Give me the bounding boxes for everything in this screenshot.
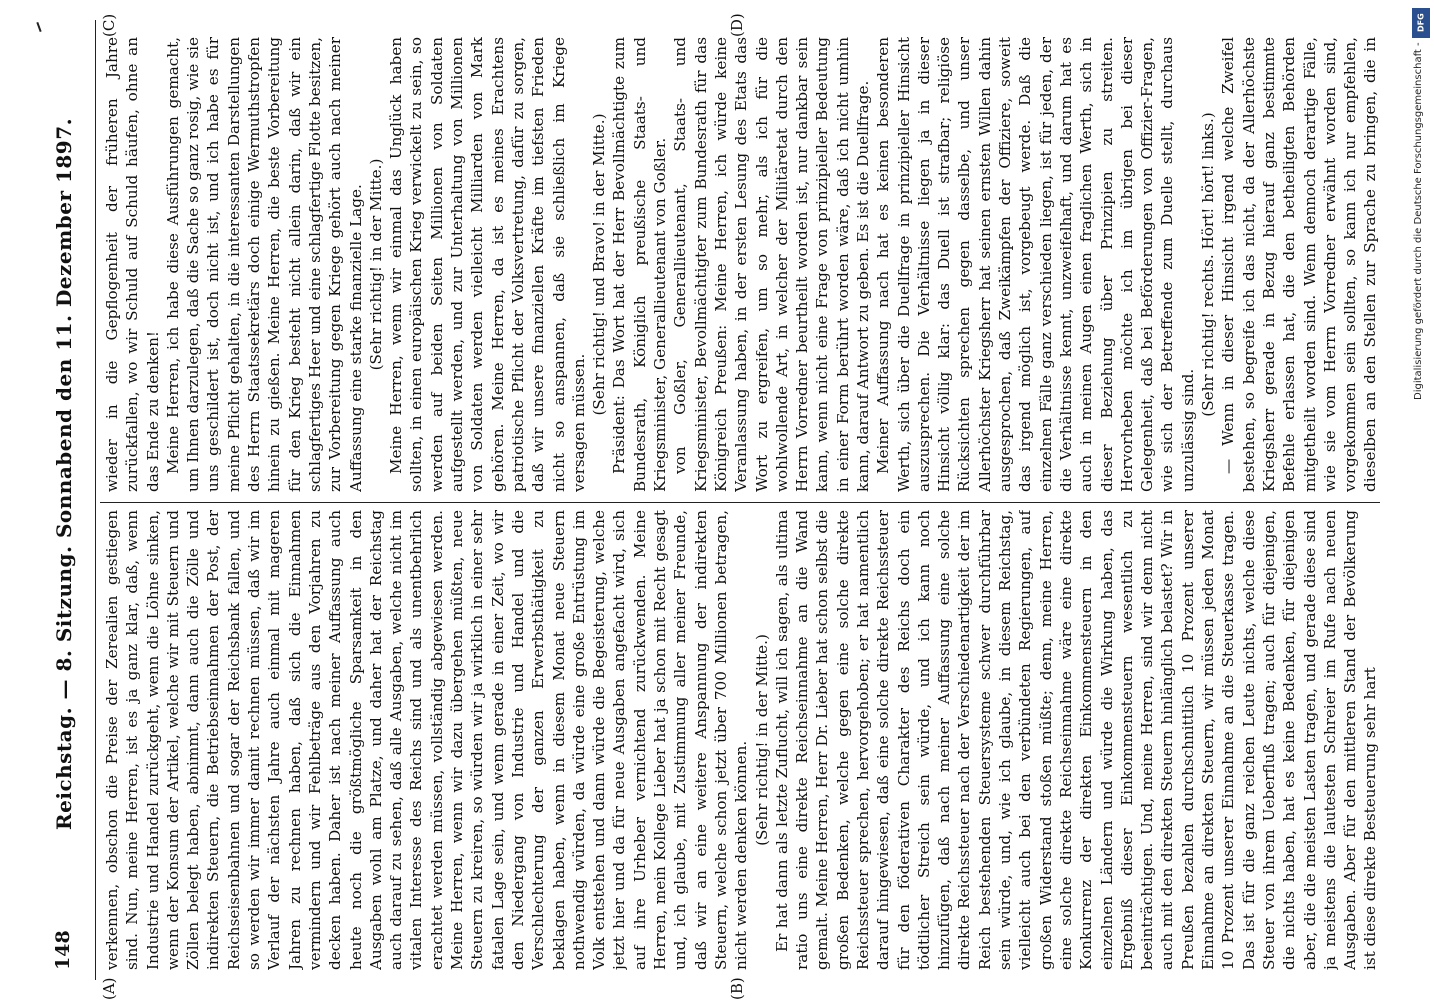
interjection: (Sehr richtig! und Bravo! in der Mitte.)	[590, 113, 609, 416]
margin-marker-a: (A)	[100, 977, 118, 1000]
page-number: 148	[52, 930, 74, 970]
speaker-paragraph: von Goßler, Generallieutenant, Staats- und Kriegsminister, Bevollmächtigter zum Bundesrath für das Königreich Preußen: Meine Herren, ich würde keine Veranlassung haben, in der ersten Lesung des Etats das Wort zu ergreifen, um so mehr, als ich für die wohlwollende Art, in welcher der Militäretat durch den Herrn Vorredner beurtheilt worden ist, nur dankbar sein kann, wenn nicht eine Frage von prinzipieller Bedeutung in einer Form berührt worden wäre, daß ich nicht umhin kann, darauf Antwort zu geben. Es ist die Duellfrage.	[671, 37, 872, 492]
interjection: (Sehr richtig! in der Mitte.)	[366, 158, 385, 371]
interjection: (Sehr richtig! rechts. Hört! hört! links.)	[1199, 112, 1218, 417]
paragraph: — Wenn in dieser Hinsicht irgend welche Zweifel bestehen, so begreife ich das nicht, da der Allerhöchste Kriegsherr gerade in Bezug hierauf ganz bestimmte Befehle erlassen hat, die den betheiligten Behörden mitgetheilt worden sind. Wenn dennoch derartige Fälle, wie sie vom Herrn Vorredner erwähnt worden sind, vorgekommen sein sollten, so kann ich nur empfehlen, dieselben an den Stellen zur Sprache zu bringen, die in	[1219, 37, 1380, 492]
margin-marker-c: (C)	[100, 13, 118, 37]
paragraph: Meine Herren, wenn wir einmal das Unglück haben sollten, in einen europäischen Krieg verwickelt zu sein, so werden auf beiden Seiten Millionen von Soldaten aufgestellt werden, und zur Unterhaltung von Millionen von Soldaten werden vielleicht Milliarden von Mark gehören. Meine Herren, da ist es meines Erachtens patriotische Pflicht der Volksvertretung, dafür zu sorgen, daß wir unsere finanziellen Kräfte im tiefsten Frieden nicht so anspannen, daß sie schließlich im Kriege versagen müssen.	[387, 37, 588, 492]
paragraph: Er hat dann als letzte Zuflucht, will ich sagen, als ultima ratio uns eine direkte Reichseinnahme an die Wand gemalt. Meine Herren, Herr Dr. Lieber hat schon selbst die großen Bedenken, welche gegen eine solche direkte Reichssteuer sprechen, hervorgehoben; er hat namentlich darauf hingewiesen, daß eine solche direkte Reichssteuer für den föderativen Charakter des Reichs doch ein tödtlicher Streich sein würde, und ich kann noch hinzufügen, daß nach meiner Auffassung eine solche direkte Reichssteuer nach der Verschiedenartigkeit der im Reich bestehenden Steuersysteme schwer durchführbar sein würde, und, wie ich glaube, in diesem Reichstag, vielleicht auch bei den verbündeten Regierungen, auf großen Widerstand stoßen müßte; denn, meine Herren, eine solche direkte Reichseinnahme wäre eine direkte Konkurrenz der direkten Einkommensteuern in den einzelnen Ländern und würde die Wirkung haben, das Ergebniß dieser Einkommensteuern wesentlich zu beeinträchtigen. Und, meine Herren, sind wir denn nicht auch mit den direkten Steuern hinlänglich belastet? Wir in Preußen bezahlen durchschnittlich 10 Prozent unserer Einnahme an direkten Steuern, wir müssen jeden Monat 10 Prozent unserer Einnahme an die Steuerkasse tragen. Das ist für die ganz reichen Leute nichts, welche diese Steuer von ihrem Ueberfluß tragen; auch für diejenigen, die nichts haben, hat es keine Bedenken, für diejenigen aber, die die meisten Lasten tragen, und gerade diese sind ja meistens die lautesten Schreier im Rufe nach neuen Ausgaben. Aber für den mittleren Stand der Bevölkerung ist diese direkte Besteuerung sehr hart	[772, 510, 1380, 970]
right-text-column	[102, 37, 1382, 492]
margin-marker-b: (B)	[728, 977, 746, 1000]
paragraph: wieder in die Gepflogenheit der früheren Jahre zurückfallen, wo wir Schuld auf Schuld häufen, ohne an das Ende zu denken!	[103, 37, 162, 492]
left-text-column	[102, 510, 1382, 970]
credit-text: Digitalisierung gefördert durch die Deutsche Forschungsgemeinschaft -	[1413, 42, 1424, 400]
credit-strip	[1408, 0, 1434, 1000]
interjection	[1381, 510, 1382, 970]
margin-marker-d: (D)	[728, 13, 746, 37]
header-rule	[95, 20, 96, 980]
paragraph: verkennen, obschon die Preise der Zerealien gestiegen sind. Nun, meine Herren, ist es ja ganz klar, daß, wenn Industrie und Handel zurückgeht, wenn die Löhne sinken, wenn der Konsum der Artikel, welche wir mit Steuern und Zöllen belegt haben, abnimmt, dann auch die Zölle und indirekten Steuern, die Betriebseinnahmen der Post, der Reichseisenbahnen und sogar der Reichsbank fallen, und so werden wir immer damit rechnen müssen, daß wir im Verlauf der nächsten Jahre auch einmal mit mageren Jahren zu rechnen haben, daß sich die Einnahmen vermindern und wir Fehlbeträge aus den Vorjahren zu decken haben. Daher ist nach meiner Auffassung auch heute noch die größtmögliche Sparsamkeit in den Ausgaben wohl am Platze, und daher hat der Reichstag auch darauf zu sehen, daß alle Ausgaben, welche nicht im vitalen Interesse des Reichs sind und als unentbehrlich erachtet werden müssen, vollständig abgewiesen werden. Meine Herren, wenn wir dazu übergehen müßten, neue Steuern zu kreiren, so würden wir ja wirklich in einer sehr fatalen Lage sein, und wenn gerade in einer Zeit, wo wir den Niedergang von Industrie und Handel und die Verschlechterung der ganzen Erwerbsthätigkeit zu beklagen haben, wenn in diesem Monat neue Steuern nothwendig würden, da würde eine große Entrüstung im Volk entstehen und dann würde die Begeisterung, welche jetzt hier und da für neue Ausgaben angefacht wird, sich auf ihre Urheber vernichtend zurückwenden. Meine Herren, mein Kollege Lieber hat ja schon mit Recht gesagt und, ich glaube, mit Zustimmung aller meiner Freunde, daß wir an eine weitere Anspannung der indirekten Steuern, welche schon jetzt über 700 Millionen betragen, nicht werden denken können.	[103, 510, 751, 970]
speaker-paragraph: Präsident: Das Wort hat der Herr Bevollmächtigte zum Bundesrath, Königlich preußische Staats- und Kriegsminister, Generallieutenant von Goßler.	[610, 37, 670, 492]
page-header	[52, 0, 92, 1000]
interjection: (Sehr richtig! in der Mitte.)	[752, 634, 771, 846]
column-divider	[100, 502, 1380, 503]
dfg-logo	[1412, 8, 1430, 38]
paragraph: Meine Herren, ich habe diese Ausführungen gemacht, um Ihnen darzulegen, daß die Sache so ganz rosig, wie sie uns geschildert ist, doch nicht ist, und ich habe es für meine Pflicht gehalten, in die interessanten Darstellungen des Herrn Staatssekretärs doch einige Wermuthstropfen hinein zu gießen. Meine Herren, die beste Vorbereitung für den Krieg besteht nicht allein darin, daß wir ein schlagfertiges Heer und eine schlagfertige Flotte besitzen, zur Vorbereitung gegen Kriege gehört auch nach meiner Auffassung eine starke finanzielle Lage.	[163, 37, 365, 492]
running-head: Reichstag. — 8. Sitzung. Sonnabend den 11. Dezember 1897.	[52, 117, 76, 830]
dfg-logo-text: DFG	[1416, 13, 1426, 33]
paragraph: Meiner Auffassung nach hat es keinen besonderen Werth, sich über die Duellfrage in prinzipieller Hinsicht auszusprechen. Die Verhältnisse liegen ja in dieser Hinsicht völlig klar: das Duell ist strafbar; religiöse Rücksichten sprechen gegen dasselbe, und unser Allerhöchster Kriegsherr hat seinen ernsten Willen dahin ausgesprochen, daß Zweikämpfen der Offiziere, soweit das irgend möglich ist, vorgebeugt werde. Daß die einzelnen Fälle ganz verschieden liegen, ist für jeden, der die Verhältnisse kennt, unzweifelhaft, und darum hat es auch in meinen Augen einen fraglichen Werth, sich in dieser Beziehung über Prinzipien zu streiten. Hervorheben möchte ich im übrigen bei dieser Gelegenheit, daß bei Beförderungen von Offizier-Fragen, wie sich der Betreffende zum Duelle stellt, durchaus unzulässig sind.	[874, 37, 1197, 492]
